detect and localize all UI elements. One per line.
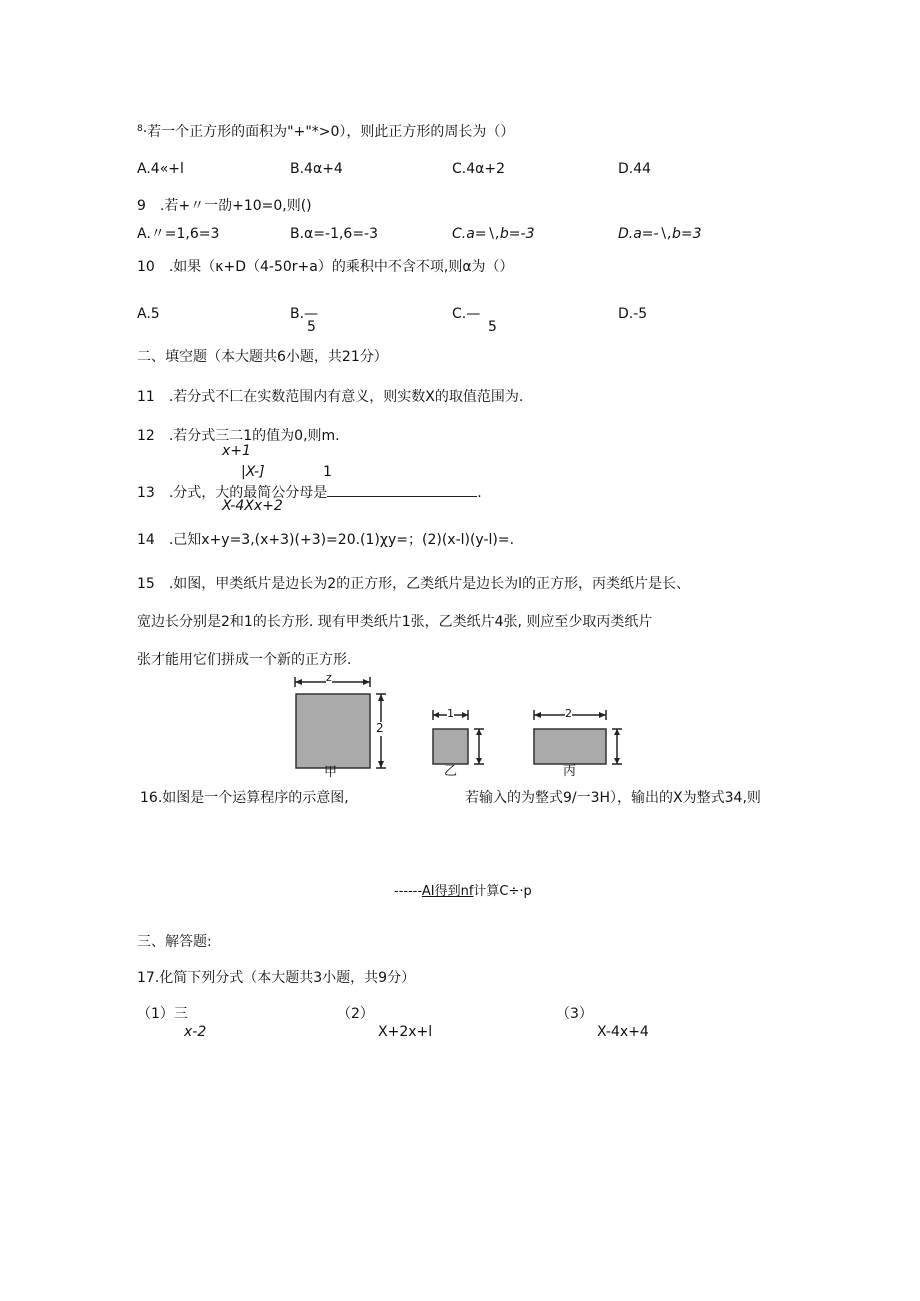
q17-part-1: （1）三	[137, 1006, 188, 1022]
q13-stem: 13 .分式，大的最简公分母是 .	[137, 485, 482, 501]
q16-flowchart: ------AI得到nf计算C÷·p	[394, 884, 532, 899]
jia-top-label: z	[326, 671, 332, 684]
q10-stem: 10 .如果（κ+D（4-50r+a）的乘积中不含不项,则α为（）	[137, 259, 514, 275]
q10-option-d: D.-5	[618, 306, 648, 322]
q13-answer-blank	[327, 484, 477, 497]
q16-right: 若输入的为整式9/一3H），输出的X为整式34,则	[465, 790, 761, 806]
q10-option-a: A.5	[137, 306, 160, 322]
q13-numerator-2: 1	[323, 464, 332, 480]
q8-option-a: A.4«+l	[137, 161, 184, 177]
figure-jia	[290, 671, 390, 784]
q8-option-d: D.44	[618, 161, 652, 177]
q16-left: 16.如图是一个运算程序的示意图,	[140, 790, 349, 806]
q9-option-b: B.α=-1,6=-3	[290, 226, 379, 242]
figure-bing	[530, 707, 635, 777]
q12-denominator: x+1	[222, 443, 251, 459]
figure-yi	[430, 707, 490, 777]
q9-option-c: C.a=∖,b=-3	[452, 226, 535, 242]
jia-name-label: 甲	[324, 765, 338, 780]
q15-line-2: 宽边长分别是2和1的长方形. 现有甲类纸片1张，乙类纸片4张, 则应至少取丙类纸片	[137, 614, 653, 630]
q14: 14 .己知x+y=3,(x+3)(+3)=20.(1)χy=；(2)(x-l)(y-l)=.	[137, 532, 515, 548]
q8-stem: $^8$·若一个正方形的面积为"+"*>0），则此正方形的周长为（）	[137, 124, 515, 140]
yi-name-label: 乙	[444, 764, 458, 779]
bing-top-label: 2	[565, 707, 572, 720]
q12-stem: 12 .若分式三二1的值为0,则m.	[137, 428, 340, 444]
q17-part-2: （2）	[337, 1006, 374, 1022]
q17-part-3-denominator: X-4x+4	[597, 1024, 649, 1040]
q9-option-a: A.〃=1,6=3	[137, 226, 220, 242]
q13-numerator-1: |X-]	[241, 464, 265, 480]
q15-line-1: 15 .如图，甲类纸片是边长为2的正方形，乙类纸片是边长为l的正方形，丙类纸片是长、	[137, 576, 691, 592]
q15-line-3: 张才能用它们拼成一个新的正方形.	[137, 652, 352, 668]
section-3-heading: 三、解答题:	[137, 934, 212, 950]
q10-option-c: C.—	[452, 306, 481, 322]
yi-top-label: 1	[447, 707, 454, 720]
q17-part-2-denominator: X+2x+l	[378, 1024, 433, 1040]
q9-option-d: D.a=-∖,b=3	[618, 226, 702, 242]
q9-stem: 9 .若+〃一劭+10=0,则()	[137, 198, 312, 214]
q8-option-c: C.4α+2	[452, 161, 505, 177]
jia-side-label: 2	[376, 721, 384, 735]
q17-part-1-denominator: x-2	[184, 1024, 207, 1040]
q17-stem: 17.化简下列分式（本大题共3小题，共9分）	[137, 970, 416, 986]
q13-denominator: X-4Xx+2	[222, 498, 283, 514]
q10-option-c-denominator: 5	[488, 319, 497, 335]
section-2-heading: 二、填空题（本大题共6小题，共21分）	[137, 349, 388, 365]
q10-option-b-denominator: 5	[307, 319, 316, 335]
q17-part-3: （3）	[556, 1006, 593, 1022]
q10-option-b: B.—	[290, 306, 319, 322]
q11: 11 .若分式不匚在实数范围内有意义，则实数X的取值范围为.	[137, 389, 524, 405]
bing-name-label: 丙	[563, 764, 577, 779]
q8-option-b: B.4α+4	[290, 161, 343, 177]
